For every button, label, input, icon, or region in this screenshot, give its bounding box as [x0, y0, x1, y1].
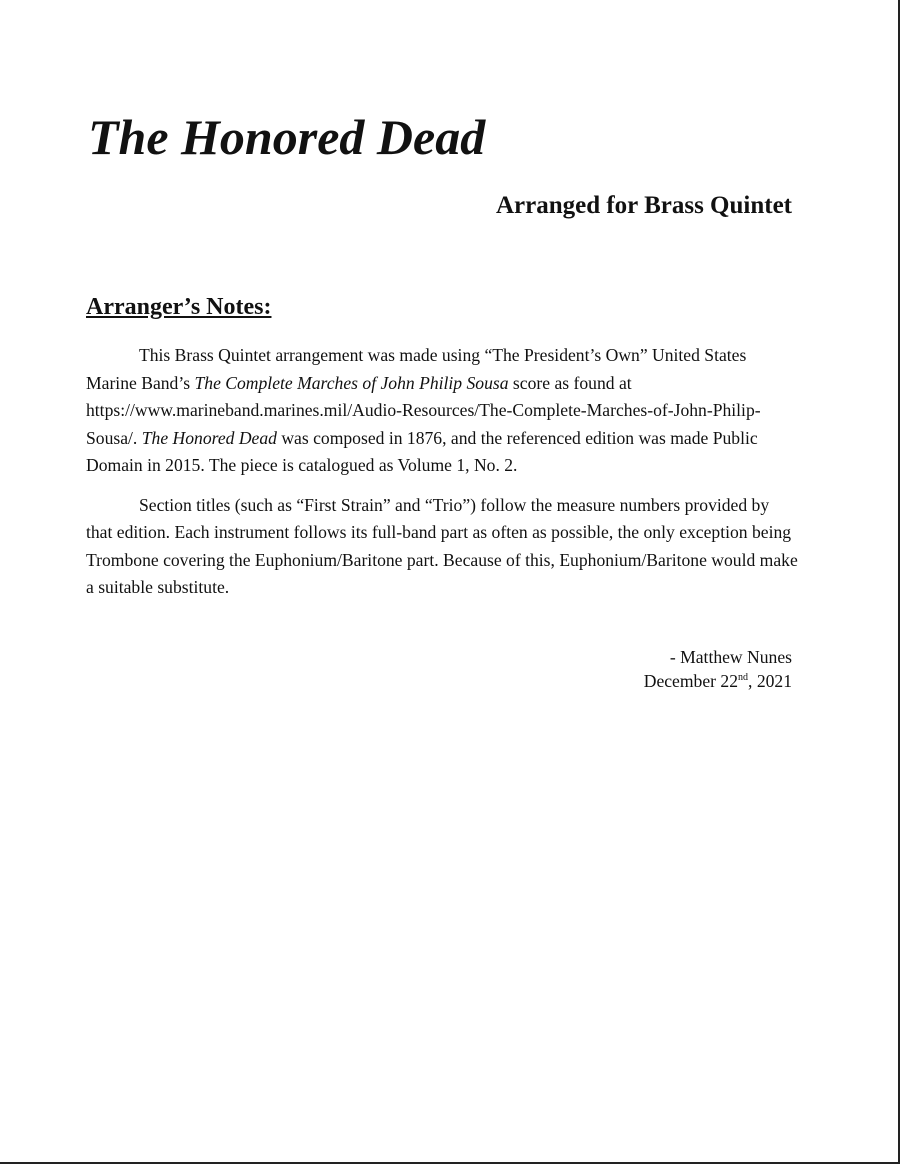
paragraph-1-text-a: This Brass Quintet arrangement was made using “The President’s Own” United States Marine Band’s — [86, 345, 747, 393]
signature-date-month-day: December 22 — [643, 671, 739, 691]
document-subtitle: Arranged for Brass Quintet — [495, 192, 792, 219]
notes-body — [86, 342, 798, 602]
document-title: The Honored Dead — [88, 109, 486, 165]
signature-date — [644, 669, 792, 693]
score-title-reference: The Complete Marches of John Philip Sousa — [194, 372, 509, 393]
piece-title-reference: The Honored Dead — [141, 427, 277, 448]
notes-paragraph-1 — [86, 342, 798, 480]
signature-author: - Matthew Nunes — [669, 647, 792, 667]
signature-date-ordinal: nd — [738, 672, 749, 684]
paragraph-1-text-b: score as found at https://www.marineband.marines.mil/Audio-Resources/The-Complete-Marches-of-John-Philip-Sousa/. — [86, 372, 761, 448]
signature-date-year: , 2021 — [748, 671, 792, 691]
paragraph-1-text-c: was composed in 1876, and the referenced edition was made Public Domain in 2015. The piece is catalogued as Volume 1, No. 2. — [86, 427, 758, 475]
notes-heading: Arranger’s Notes: — [86, 294, 272, 320]
signature-block — [644, 645, 792, 693]
notes-paragraph-2: Section titles (such as “First Strain” and “Trio”) follow the measure numbers provided by that edition. Each instrument follows its full-band part as often as possible, the only exception being Trombone covering the Euphonium/Baritone part. Because of this, Euphonium/Baritone would make a suitable substitute. — [86, 494, 798, 597]
